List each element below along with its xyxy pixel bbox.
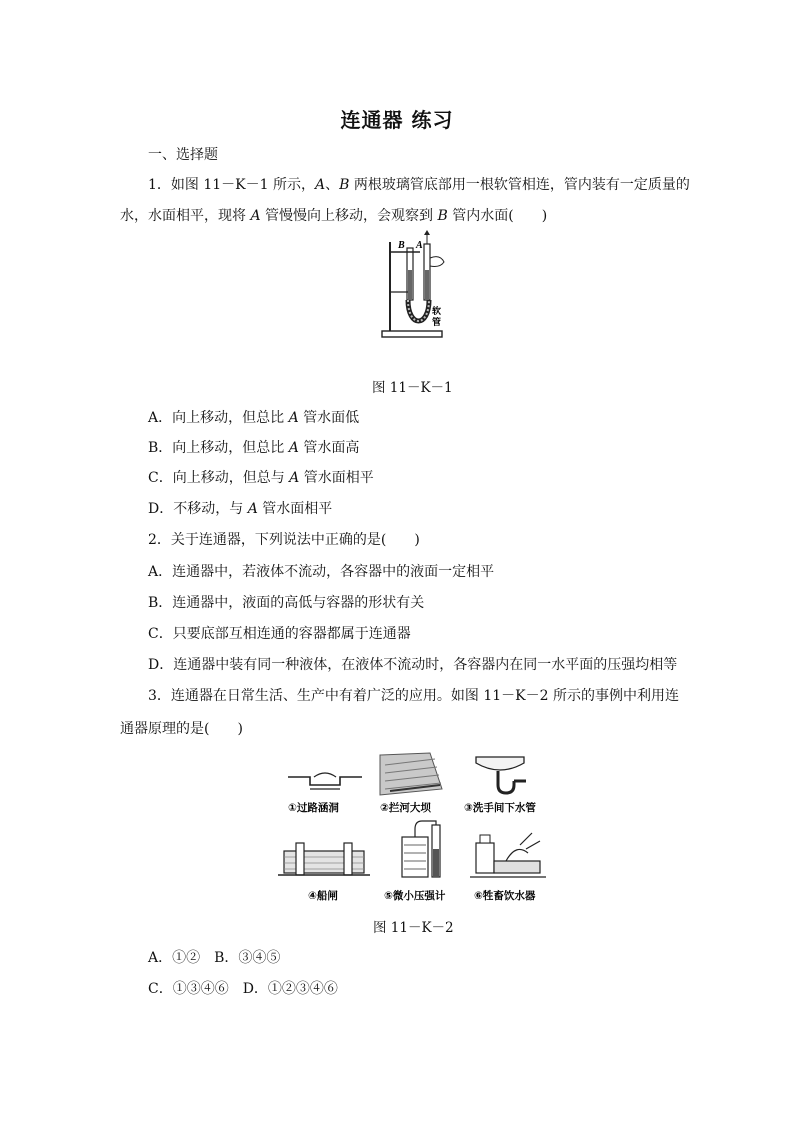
stand-base bbox=[382, 331, 442, 337]
tube-a-water bbox=[425, 270, 429, 300]
hand-icon bbox=[430, 257, 444, 267]
label-culvert: ①过路涵洞 bbox=[288, 802, 339, 814]
q1-option-a bbox=[148, 408, 359, 428]
q1-var-a: A bbox=[315, 177, 326, 193]
q1-text: 管内水面( ) bbox=[447, 208, 548, 224]
q3-options-line2: C．①③④⑥ D．①②③④⑥ bbox=[148, 981, 338, 997]
q2-stem: 2．关于连通器，下列说法中正确的是( ) bbox=[148, 532, 420, 548]
figure-caption: 图 11－K－1 bbox=[372, 380, 453, 396]
q1-stem-line1 bbox=[148, 175, 690, 195]
waterer-illustration bbox=[470, 833, 546, 877]
page-title: 连通器 练习 bbox=[340, 108, 454, 132]
option-text: 管水面相平 bbox=[299, 470, 374, 486]
q3-stem-line1: 3．连通器在日常生活、生产中有着广泛的应用。如图 11－K－2 所示的事例中利用连 bbox=[148, 688, 679, 704]
q2-option-a: A．连通器中，若液体不流动，各容器中的液面一定相平 bbox=[148, 564, 495, 580]
dam-illustration bbox=[380, 753, 442, 795]
q1-text: 、 bbox=[325, 177, 340, 193]
sink-drain-illustration bbox=[476, 757, 526, 793]
q1-text: 1．如图 11－K－1 所示， bbox=[148, 177, 315, 193]
q2-option-c: C．只要底部互相连通的容器都属于连通器 bbox=[148, 626, 411, 642]
label-ship-lock: ④船闸 bbox=[308, 890, 338, 902]
label-soft-tube-1: 软 bbox=[432, 307, 442, 317]
q1-text: 水，水面相平，现将 bbox=[120, 208, 251, 224]
q1-text: 两根玻璃管底部用一根软管相连，管内装有一定质量的 bbox=[349, 177, 690, 193]
q1-var-b: B bbox=[339, 177, 350, 193]
label-dam: ②拦河大坝 bbox=[380, 802, 431, 814]
up-arrow-head bbox=[424, 230, 430, 235]
section-heading: 一、选择题 bbox=[148, 147, 218, 163]
label-a: A bbox=[416, 240, 423, 251]
option-text: 管水面低 bbox=[298, 410, 360, 426]
q1-var-b: B bbox=[437, 208, 448, 224]
option-text: A．向上移动，但总比 bbox=[148, 410, 289, 426]
label-waterer: ⑥牲畜饮水器 bbox=[474, 890, 536, 902]
q2-option-d: D．连通器中装有同一种液体，在液体不流动时，各容器内在同一水平面的压强均相等 bbox=[148, 657, 678, 673]
q1-option-c bbox=[148, 468, 374, 488]
tube-b-water bbox=[408, 270, 412, 300]
option-var: A bbox=[247, 501, 258, 517]
label-drain: ③洗手间下水管 bbox=[464, 802, 536, 814]
ship-lock-illustration bbox=[278, 843, 370, 875]
q1-text: 管慢慢向上移动，会观察到 bbox=[260, 208, 438, 224]
option-var: A bbox=[288, 410, 299, 426]
option-text: D．不移动，与 bbox=[148, 501, 248, 517]
q1-stem-line2 bbox=[120, 206, 547, 226]
culvert-illustration bbox=[288, 773, 362, 789]
manometer-illustration bbox=[402, 821, 440, 877]
option-text: 管水面高 bbox=[298, 440, 360, 456]
option-var: A bbox=[289, 470, 300, 486]
q3-stem-line2: 通器原理的是( ) bbox=[120, 721, 243, 737]
label-manometer: ⑤微小压强计 bbox=[384, 890, 446, 902]
label-soft-tube-2: 管 bbox=[432, 318, 442, 328]
figure-11-k-2 bbox=[270, 745, 550, 910]
q2-option-b: B．连通器中，液面的高低与容器的形状有关 bbox=[148, 595, 425, 611]
q1-option-d bbox=[148, 499, 332, 519]
option-var: A bbox=[288, 440, 299, 456]
figure-caption: 图 11－K－2 bbox=[373, 920, 454, 936]
option-text: C．向上移动，但总与 bbox=[148, 470, 290, 486]
q1-var-a: A bbox=[250, 208, 261, 224]
q1-option-b bbox=[148, 438, 359, 458]
soft-tube bbox=[408, 300, 429, 321]
figure-11-k-1 bbox=[368, 230, 458, 342]
option-text: 管水面相平 bbox=[257, 501, 333, 517]
label-b: B bbox=[398, 240, 405, 251]
option-text: B．向上移动，但总比 bbox=[148, 440, 289, 456]
q3-options-line1: A．①② B．③④⑤ bbox=[148, 950, 281, 966]
